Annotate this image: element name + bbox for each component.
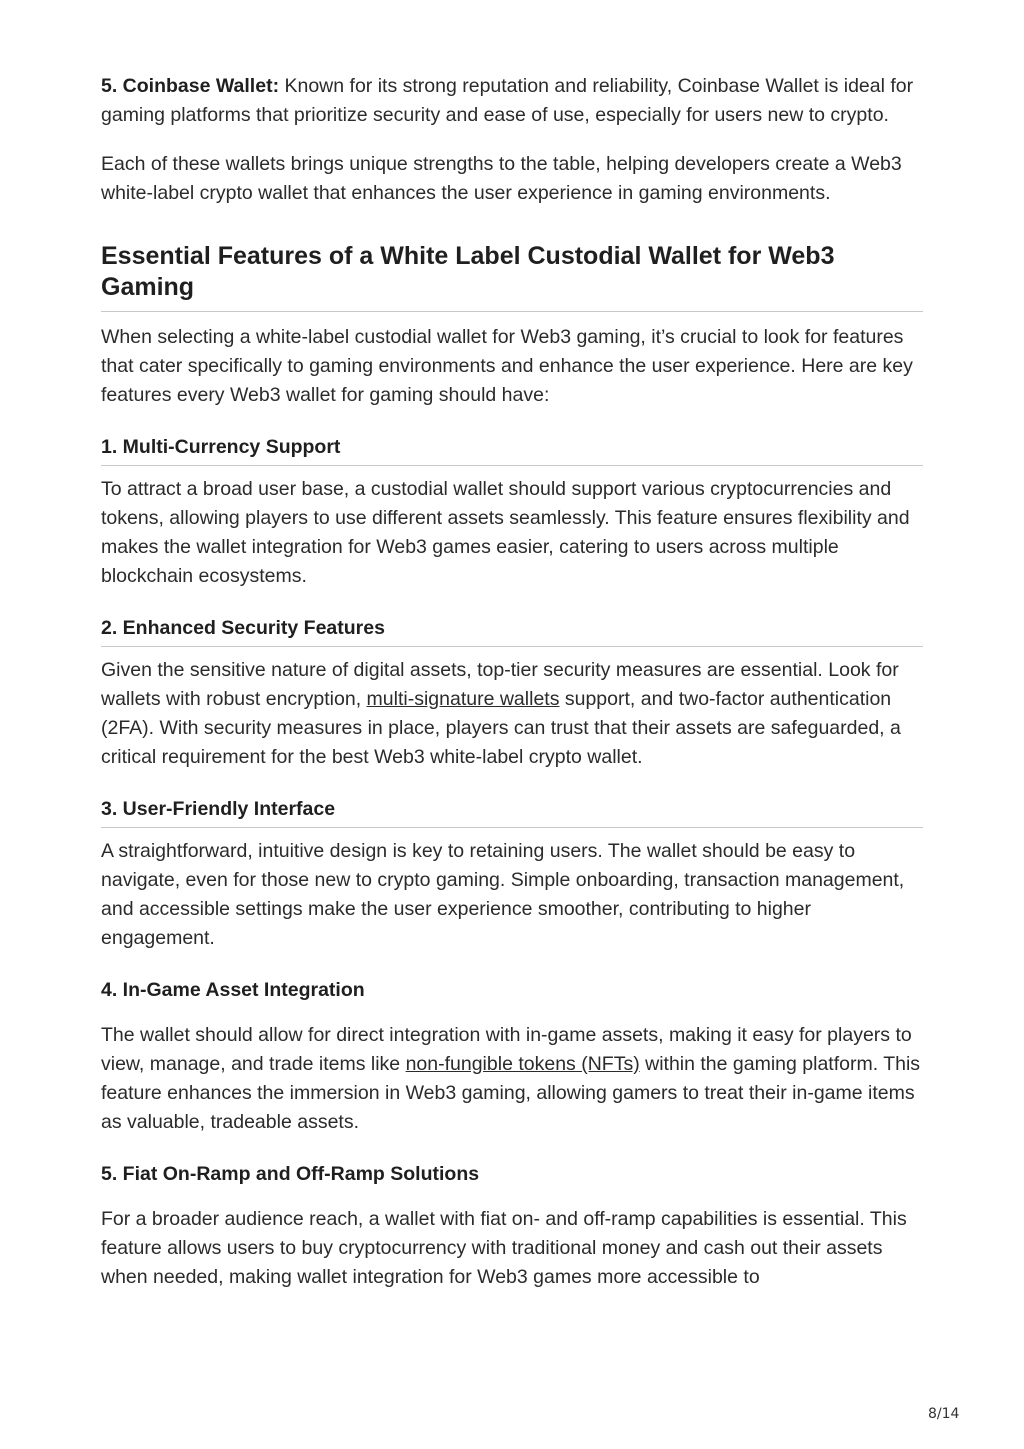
feature-text-in-game-assets [101, 1021, 923, 1137]
section-heading: Essential Features of a White Label Custodial Wallet for Web3 Gaming [101, 241, 923, 312]
coinbase-wallet-paragraph [101, 72, 923, 130]
feature-heading-multi-currency: 1. Multi-Currency Support [101, 435, 923, 466]
wallets-summary-paragraph: Each of these wallets brings unique strengths to the table, helping developers create a Web3 white-label crypto wallet that enhances the user experience in gaming environments. [101, 153, 902, 204]
feature-heading-in-game-assets: 4. In-Game Asset Integration [101, 979, 365, 1001]
feature-text-security-before: Given the sensitive nature of digital assets, top-tier security measures are essential. Look for wallets with robust encryption, [101, 659, 899, 710]
feature-heading-security: 2. Enhanced Security Features [101, 616, 923, 647]
feature-text-multi-currency: To attract a broad user base, a custodial wallet should support various cryptocurrencies and tokens, allowing players to use different assets seamlessly. This feature ensures flexibility and makes the wallet integration for Web3 games easier, catering to users across multiple blockchain ecosystems. [101, 478, 910, 587]
feature-text-security [101, 656, 923, 772]
page-number: 8/14 [928, 1406, 960, 1422]
nft-link[interactable]: non-fungible tokens (NFTs) [405, 1053, 640, 1075]
feature-heading-user-friendly: 3. User-Friendly Interface [101, 797, 923, 828]
document-page [101, 72, 923, 1292]
feature-text-assets-before: The wallet should allow for direct integration with in-game assets, making it easy for players to view, manage, and trade items like [101, 1024, 912, 1075]
feature-text-assets-after: within the gaming platform. This feature enhances the immersion in Web3 gaming, allowing gamers to treat their in-game items as valuable, tradeable assets. [101, 1053, 921, 1133]
feature-text-user-friendly: A straightforward, intuitive design is key to retaining users. The wallet should be easy to navigate, even for those new to crypto gaming. Simple onboarding, transaction management, and accessible settings make the user experience smoother, contributing to higher engagement. [101, 840, 905, 949]
coinbase-wallet-label: 5. Coinbase Wallet: [101, 75, 280, 97]
coinbase-wallet-text: Known for its strong reputation and reliability, Coinbase Wallet is ideal for gaming platforms that prioritize security and ease of use, especially for users new to crypto. [101, 75, 914, 126]
multi-signature-wallets-link[interactable]: multi-signature wallets [366, 688, 560, 710]
feature-heading-fiat-ramp: 5. Fiat On-Ramp and Off-Ramp Solutions [101, 1163, 480, 1185]
feature-text-security-after: support, and two-factor authentication (2FA). With security measures in place, players can trust that their assets are safeguarded, a critical requirement for the best Web3 white-label crypto wallet. [101, 688, 901, 768]
section-intro-paragraph: When selecting a white-label custodial wallet for Web3 gaming, it’s crucial to look for features that cater specifically to gaming environments and enhance the user experience. Here are key features every Web3 wallet for gaming should have: [101, 326, 913, 406]
feature-text-fiat-ramp: For a broader audience reach, a wallet with fiat on- and off-ramp capabilities is essential. This feature allows users to buy cryptocurrency with traditional money and cash out their assets when needed, making wallet integration for Web3 games more accessible to [101, 1208, 907, 1288]
